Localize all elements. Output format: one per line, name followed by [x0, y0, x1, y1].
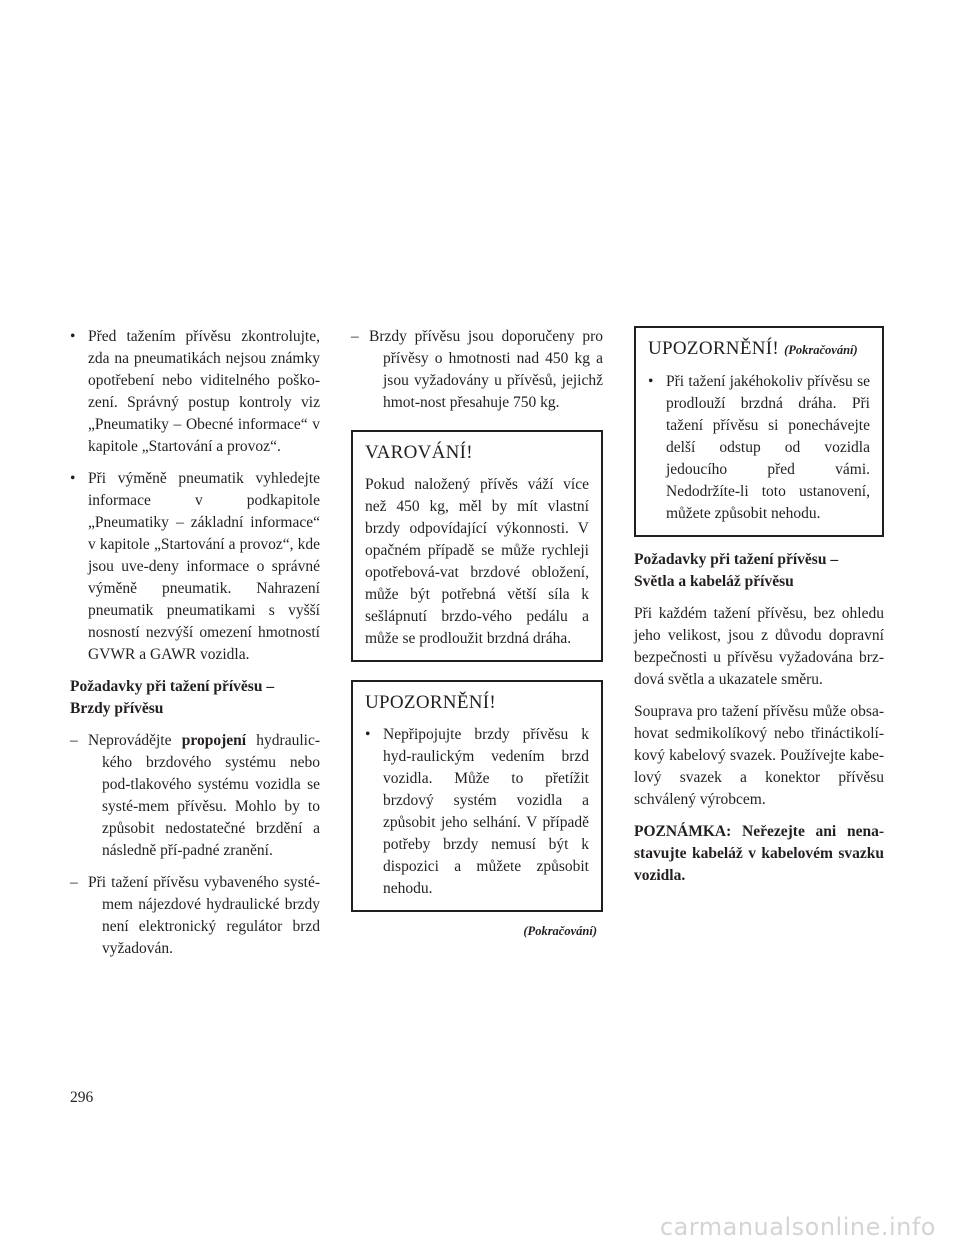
caution-continued-label: (Pokračování) [784, 343, 858, 357]
dash-mark: – [351, 328, 359, 345]
lights-paragraph: Při každém tažení přívěsu, bez ohledu jeho velikost, jsou z důvodu dopravní bezpečnosti u přívěsu vyžadována brz-dová světla a ukazatele směru. [634, 605, 884, 688]
tire-check-text: Před tažením přívěsu zkontrolujte, zda na pneumatikách nejsou známky opotřebení nebo viditelného poško-zení. Správný postup kontroly viz „Pneumatiky – Obecné informace“ v kapitole „Startování a provoz“. [88, 328, 320, 455]
caution-title-text: UPOZORNĚNÍ! [648, 338, 780, 359]
warning-text: Pokud naložený přívěs váží více než 450 kg, měl by mít vlastní brzdy odpovídající výkonnosti. V opačném případě se může rychleji opotřebová-vat brzdové obložení, může být potřebná větší síla k sešlápnutí brzdo-vého pedálu a může se prodloužit brzdná dráha. [365, 476, 589, 647]
warning-title: VAROVÁNÍ! [365, 442, 473, 463]
dash1-post: hydraulic-kého brzdového systému nebo pod-tlakového systému vozidla se systé-mem přívěsu. Mohlo by to způsobit nedostatečné brzdění a následně pří-padné zranění. [102, 732, 320, 859]
caution-continued-text: Při tažení jakéhokoliv přívěsu se prodlouží brzdná dráha. Při tažení přívěsu si ponechávejte delší odstup od vozidla jedoucího před vámi. Nedodržíte-li toto ustanovení, můžete způsobit nehodu. [666, 373, 870, 522]
caution-continued-bullet [648, 371, 870, 525]
trailer-lights-heading [634, 549, 884, 593]
dash1-pre: Neprovádějte [88, 732, 182, 749]
trailer-brakes-heading [70, 676, 320, 720]
caution-box [351, 680, 603, 912]
caution-bullet-text: Nepřipojujte brzdy přívěsu k hyd-raulickým vedením brzd vozidla. Může to přetížit brzdový systém vozidla a způsobit jeho selhání. V případě potřeby brzdy nemusí být k dispozici a můžete způsobit nehodu. [383, 726, 589, 897]
dash-mark: – [70, 732, 78, 749]
bullet-mark: • [648, 373, 654, 390]
middle-column [351, 326, 603, 942]
bullet-mark: • [70, 470, 76, 487]
tire-replacement-text: Při výměně pneumatik vyhledejte informace v podkapitole „Pneumatiky – základní informace“ v kapitole „Startování a provoz“, kde jsou uve-deny informace o správné výměně pneumatik. Nahrazení pneumatik pneumatikami s vyšší nosností nezvýší omezení hmotností GVWR a GAWR vozidla. [88, 470, 320, 663]
heading-line-2: Brzdy přívěsu [70, 700, 164, 717]
caution-title: UPOZORNĚNÍ! [365, 692, 497, 713]
page-number: 296 [70, 1089, 94, 1106]
caution-continued-title [648, 336, 870, 363]
wiring-paragraph: Souprava pro tažení přívěsu může obsa-hovat sedmikolíkový nebo třináctikolí-kový kabelový svazek. Používejte kabe-lový svazek a konektor přívěsu schválený výrobcem. [634, 703, 884, 808]
bullet-mark: • [365, 726, 371, 743]
surge-brake-dash-item [70, 872, 320, 960]
dash1-text [88, 732, 320, 859]
warning-box [351, 430, 603, 662]
bullet-mark: • [70, 328, 76, 345]
left-column [70, 326, 320, 970]
dash3-text: Brzdy přívěsu jsou doporučeny pro přívěsy o hmotnosti nad 450 kg a jsou vyžadovány u přívěsů, jejichž hmot-nost přesahuje 750 kg. [369, 328, 603, 411]
dash-mark: – [70, 874, 78, 891]
tire-replacement-bullet [70, 468, 320, 666]
caution-bullet [365, 724, 589, 900]
caution-continued-box [634, 326, 884, 537]
no-connection-dash-item [70, 730, 320, 862]
watermark: carmanualsonline.info [659, 1213, 936, 1241]
right-column [634, 326, 884, 897]
dash1-bold-word: propojení [181, 732, 247, 749]
heading-line-1: Požadavky při tažení přívěsu – [634, 551, 839, 568]
dash2-text: Při tažení přívěsu vybaveného systé-mem nájezdové hydraulické brzdy není elektronický regulátor brzd vyžadován. [88, 874, 320, 957]
brake-weight-dash-item [351, 326, 603, 414]
continued-label: (Pokračování) [523, 924, 597, 938]
heading-line-2: Světla a kabeláž přívěsu [634, 573, 794, 590]
tire-check-bullet [70, 326, 320, 458]
wiring-note: POZNÁMKA: Neřezejte ani nena-stavujte kabeláž v kabelovém svazku vozidla. [634, 823, 884, 884]
heading-line-1: Požadavky při tažení přívěsu – [70, 678, 275, 695]
